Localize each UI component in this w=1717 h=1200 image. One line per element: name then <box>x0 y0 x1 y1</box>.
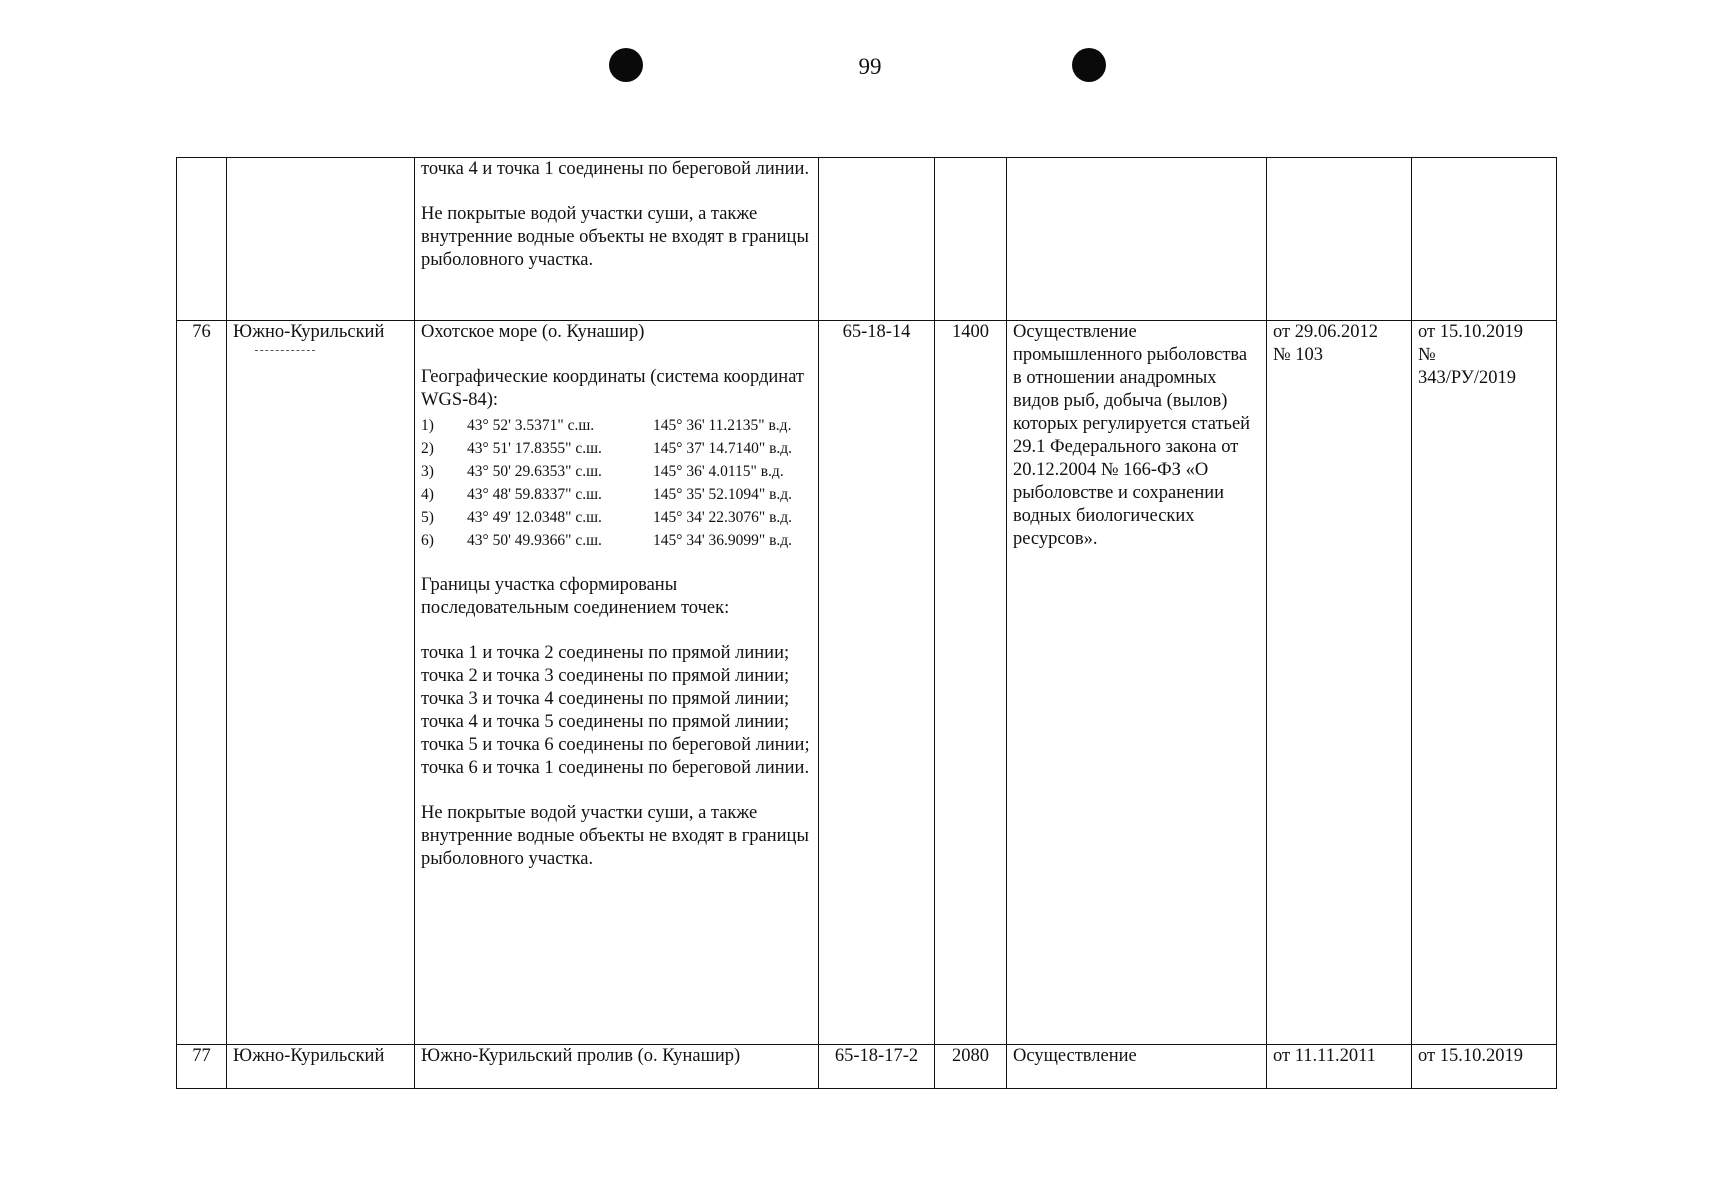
coordinate-row <box>421 414 792 437</box>
contract-date: от 15.10.2019 <box>1412 1045 1557 1089</box>
cell-area <box>935 158 1007 321</box>
point-latitude: 43° 50' 29.6353" с.ш. <box>467 463 602 480</box>
page-number: 99 <box>858 54 882 79</box>
decision-date: от 29.06.2012 <box>1273 322 1378 342</box>
row-number: 76 <box>177 321 227 1045</box>
cell-district <box>227 158 415 321</box>
point-number: 3) <box>421 463 434 480</box>
connection-text: точка 2 и точка 3 соединены по прямой линии; <box>421 666 790 686</box>
point-number: 6) <box>421 532 434 549</box>
table-row <box>177 321 1557 1045</box>
connection-text: точка 4 и точка 1 соединены по береговой линии. <box>421 159 810 179</box>
point-latitude: 43° 52' 3.5371" с.ш. <box>467 417 595 434</box>
district-name <box>227 321 415 1045</box>
connection-text: точка 4 и точка 5 соединены по прямой линии; <box>421 712 790 732</box>
coordinate-row <box>421 506 792 529</box>
fishing-areas-table <box>176 157 1557 1089</box>
point-number: 4) <box>421 486 434 503</box>
cell-contract <box>1412 158 1557 321</box>
boundary-intro: Границы участка сформированы последовательным соединением точек: <box>421 575 730 618</box>
decision-date: от 11.11.2011 <box>1267 1045 1412 1089</box>
cell-code <box>819 158 935 321</box>
district-label: Южно-Курильский <box>233 322 385 342</box>
point-longitude: 145° 36' 4.0115" в.д. <box>653 463 784 480</box>
scan-dash-mark <box>255 350 315 351</box>
point-longitude: 145° 35' 52.1094" в.д. <box>653 486 793 503</box>
point-number: 5) <box>421 509 434 526</box>
area-code: 65-18-14 <box>819 321 935 1045</box>
contract-number-sign: № <box>1418 345 1436 365</box>
table-row-continuation <box>177 158 1557 321</box>
cell-num <box>177 158 227 321</box>
coordinate-row <box>421 460 792 483</box>
cell-description <box>415 158 819 321</box>
point-latitude: 43° 49' 12.0348" с.ш. <box>467 509 602 526</box>
exclusion-note: Не покрытые водой участки суши, а также внутренние водные объекты не входят в границы рыболовного участка. <box>421 803 809 869</box>
row-number: 77 <box>177 1045 227 1089</box>
purpose-text: Осуществление промышленного рыболовства в отношении анадромных видов рыб, добыча (вылов) которых регулируется статьей 29.1 Федерального закона от 20.12.2004 № 166-ФЗ «О рыболовстве и сохранении водных биологических ресурсов». <box>1007 321 1267 1045</box>
coordinates-list <box>421 414 792 552</box>
point-latitude: 43° 51' 17.8355" с.ш. <box>467 440 602 457</box>
cell-description <box>415 321 819 1045</box>
point-longitude: 145° 36' 11.2135" в.д. <box>653 417 792 434</box>
binder-hole-right <box>1072 48 1106 82</box>
cell-decision <box>1267 158 1412 321</box>
contract-date: от 15.10.2019 <box>1418 322 1523 342</box>
connection-text: точка 6 и точка 1 соединены по береговой линии. <box>421 758 810 778</box>
point-longitude: 145° 34' 22.3076" в.д. <box>653 509 793 526</box>
cell-purpose <box>1007 158 1267 321</box>
point-latitude: 43° 50' 49.9366" с.ш. <box>467 532 602 549</box>
coords-title: Географические координаты (система координат WGS-84): <box>421 367 805 410</box>
point-longitude: 145° 34' 36.9099" в.д. <box>653 532 793 549</box>
contract-cell <box>1412 321 1557 1045</box>
point-latitude: 43° 48' 59.8337" с.ш. <box>467 486 602 503</box>
table-row <box>177 1045 1557 1089</box>
area-code: 65-18-17-2 <box>819 1045 935 1089</box>
point-longitude: 145° 37' 14.7140" в.д. <box>653 440 793 457</box>
location-name: Охотское море (о. Кунашир) <box>421 322 645 342</box>
decision-cell <box>1267 321 1412 1045</box>
connection-text: точка 3 и точка 4 соединены по прямой линии; <box>421 689 790 709</box>
connection-text: точка 5 и точка 6 соединены по береговой линии; <box>421 735 810 755</box>
purpose-text: Осуществление <box>1007 1045 1267 1089</box>
exclusion-note: Не покрытые водой участки суши, а также внутренние водные объекты не входят в границы рыболовного участка. <box>421 204 809 270</box>
location-name: Южно-Курильский пролив (о. Кунашир) <box>415 1045 819 1089</box>
decision-number: № 103 <box>1273 345 1324 365</box>
contract-number: 343/РУ/2019 <box>1418 368 1516 388</box>
coordinate-row <box>421 483 792 506</box>
coordinate-row <box>421 437 792 460</box>
connection-text: точка 1 и точка 2 соединены по прямой линии; <box>421 643 790 663</box>
area-size: 1400 <box>935 321 1007 1045</box>
point-number: 2) <box>421 440 434 457</box>
district-name: Южно-Курильский <box>227 1045 415 1089</box>
point-number: 1) <box>421 417 434 434</box>
area-size: 2080 <box>935 1045 1007 1089</box>
coordinate-row <box>421 529 792 552</box>
